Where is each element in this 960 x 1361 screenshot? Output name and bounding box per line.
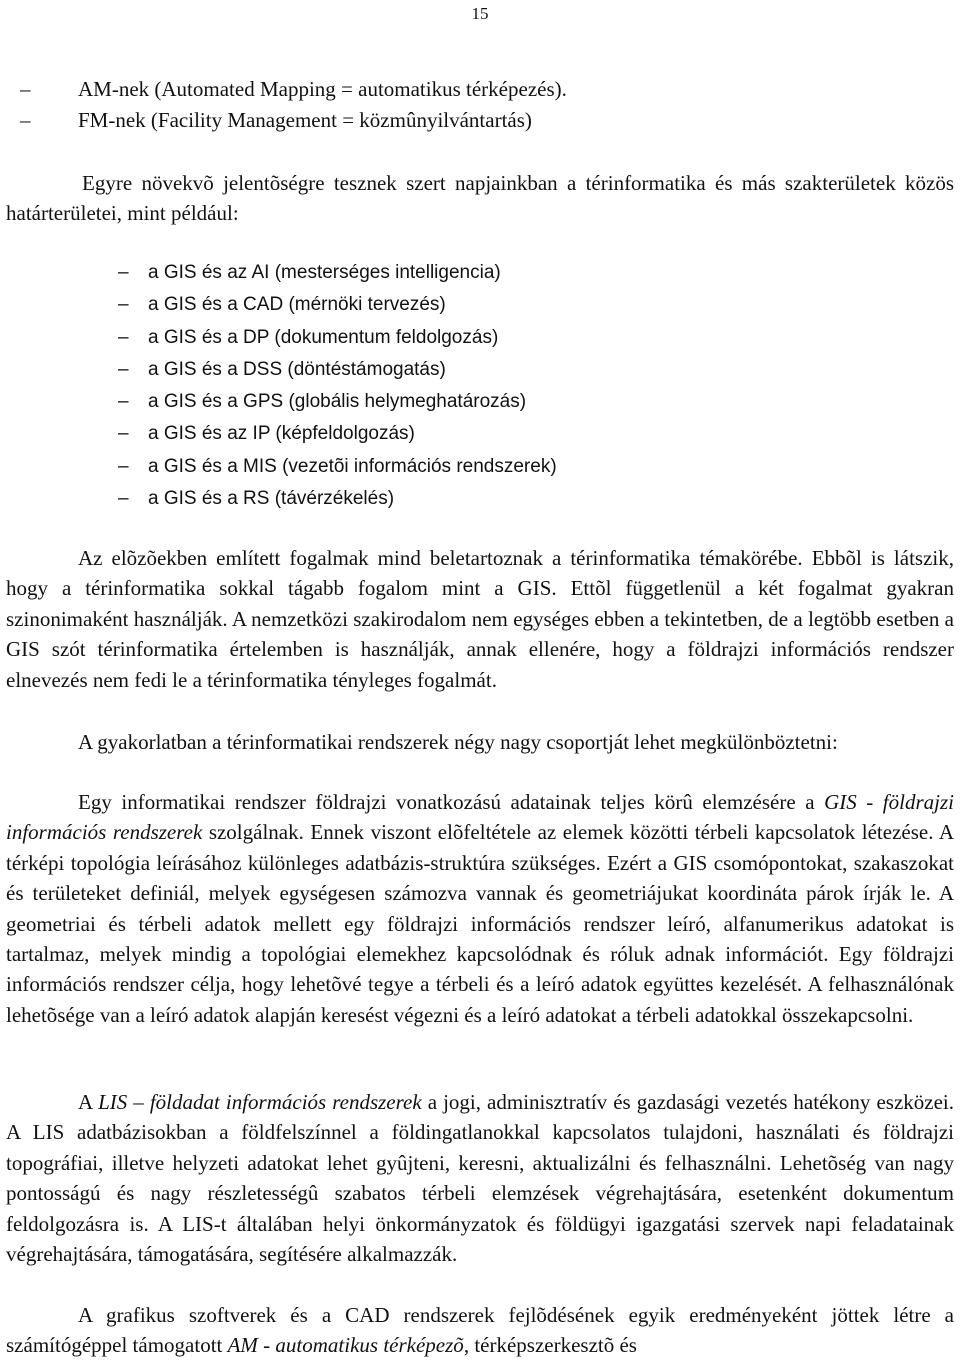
list-item bbox=[118, 386, 818, 418]
list-item bbox=[118, 451, 818, 483]
paragraph-am bbox=[6, 1300, 954, 1361]
dash-bullet: – bbox=[118, 326, 129, 348]
paragraph-body: szolgálnak. Ennek viszont elõfeltétele az elemek közötti térbeli kapcsolatok létezése. A térképi topológia leírásához különleges adatbázis-struktúra szükséges. Ezért a GIS csomópontokat, szakaszokat és területeket definiál, melyek egységesen számozva vannak és geometriájukat koordináta párok írják le. A geometriai és térbeli adatok mellett egy földrajzi információs rendszer leíró, alfanumerikus adatokat is tartalmaz, melyek mindig a topológiai elemekhez kapcsolódnak és róluk adnak információt. Egy földrajzi információs rendszer célja, hogy lehetõvé tegye a térbeli és a leíró adatok együttes kezelését. A felhasználónak lehetõsége van a leíró adatok alapján keresést végezni és a leíró adatokat a térbeli adatokkal összekapcsolni. bbox=[6, 820, 954, 1027]
paragraph-terminology: Az elõzõekben említett fogalmak mind beletartoznak a térinformatika témakörébe. Ebbõl is látszik, hogy a térinformatika sokkal tágabb fogalom mint a GIS. Ettõl függetlenül a két fogalmat gyakran szinonimaként használják. A nemzetközi szakirodalom nem egységes ebben a tekintetben, de a legtöbb esetben a GIS szót térinformatika értelemben is használják, annak ellenére, hogy a földrajzi információs rendszer elnevezés nem fedi le a térinformatika tényleges fogalmát. bbox=[6, 546, 954, 692]
list-item bbox=[118, 354, 818, 386]
dash-bullet: – bbox=[20, 108, 31, 132]
list-item-text: a GIS és a CAD (mérnöki tervezés) bbox=[148, 294, 446, 316]
term-gis: GIS - földrajzi információs rendszerek bbox=[6, 790, 954, 845]
paragraph-intro: Egyre növekvõ jelentõségre tesznek szert napjainkban a térinformatika és más szakterületek közös határterületei, mint például: bbox=[6, 171, 954, 225]
dash-bullet: – bbox=[118, 455, 129, 477]
intro-list bbox=[20, 74, 940, 136]
paragraph-body: , térképszerkesztõ és bbox=[463, 1333, 637, 1358]
paragraph-body: a jogi, adminisztratív és gazdasági vezetés hatékony eszközei. A LIS adatbázisokban a földfelszínnel a földingatlanokkal kapcsolatos tulajdoni, használati és földrajzi topográfiai, illetve helyzeti adatokat lehet gyûjteni, keresni, aktualizálni és felhasználni. Lehetõség van nagy pontosságú és nagy részletességû szabatos térbeli elemzések végrehajtására, esetenként dokumentum feldolgozásra is. A LIS-t általában helyi önkormányzatok és földügyi igazgatási szervek napi feladatainak végrehajtására, támogatására, segítésére alkalmazzák. bbox=[6, 1090, 954, 1267]
list-item bbox=[20, 105, 940, 136]
list-item bbox=[118, 418, 818, 450]
paragraph-gis bbox=[6, 787, 954, 1030]
list-item-text: a GIS és a GPS (globális helymeghatározás) bbox=[148, 391, 527, 413]
dash-bullet: – bbox=[118, 391, 129, 413]
dash-bullet: – bbox=[118, 488, 129, 510]
gis-list bbox=[118, 257, 818, 515]
paragraph-lead: A bbox=[78, 1090, 99, 1114]
list-item-text: a GIS és a DSS (döntéstámogatás) bbox=[148, 358, 446, 380]
list-item-text: FM-nek (Facility Management = közmûnyilvántartás) bbox=[78, 108, 532, 132]
dash-bullet: – bbox=[20, 77, 31, 101]
list-item bbox=[118, 322, 818, 354]
dash-bullet: – bbox=[118, 262, 129, 283]
term-lis: LIS – földadat információs rendszerek bbox=[98, 1090, 422, 1114]
list-item-text: a GIS és a RS (távérzékelés) bbox=[148, 488, 395, 510]
list-item-text: a GIS és a DP (dokumentum feldolgozás) bbox=[148, 326, 499, 348]
list-item-text: a GIS és az AI (mesterséges intelligencia) bbox=[148, 262, 501, 283]
list-item bbox=[118, 289, 818, 321]
list-item bbox=[118, 257, 818, 289]
paragraph-lead: A grafikus szoftverek és a CAD rendszerek fejlõdésének egyik eredményeként jöttek létre a számítógéppel támogatott bbox=[6, 1303, 954, 1358]
term-am: AM - automatikus térképezõ bbox=[227, 1333, 464, 1358]
paragraph-lis bbox=[6, 1087, 954, 1269]
list-item-text: AM-nek (Automated Mapping = automatikus térképezés). bbox=[78, 77, 567, 101]
list-item bbox=[118, 483, 818, 515]
dash-bullet: – bbox=[118, 423, 129, 445]
paragraph-lead: Egy informatikai rendszer földrajzi vonatkozású adatainak teljes körû elemzésére a bbox=[78, 790, 825, 814]
page-number: 15 bbox=[471, 4, 489, 23]
list-item bbox=[20, 74, 940, 105]
list-item-text: a GIS és a MIS (vezetõi információs rendszerek) bbox=[148, 455, 557, 477]
list-item-text: a GIS és az IP (képfeldolgozás) bbox=[148, 423, 415, 445]
dash-bullet: – bbox=[118, 294, 129, 316]
dash-bullet: – bbox=[118, 358, 129, 380]
paragraph-groups: A gyakorlatban a térinformatikai rendszerek négy nagy csoportját lehet megkülönböztetni: bbox=[78, 730, 838, 754]
